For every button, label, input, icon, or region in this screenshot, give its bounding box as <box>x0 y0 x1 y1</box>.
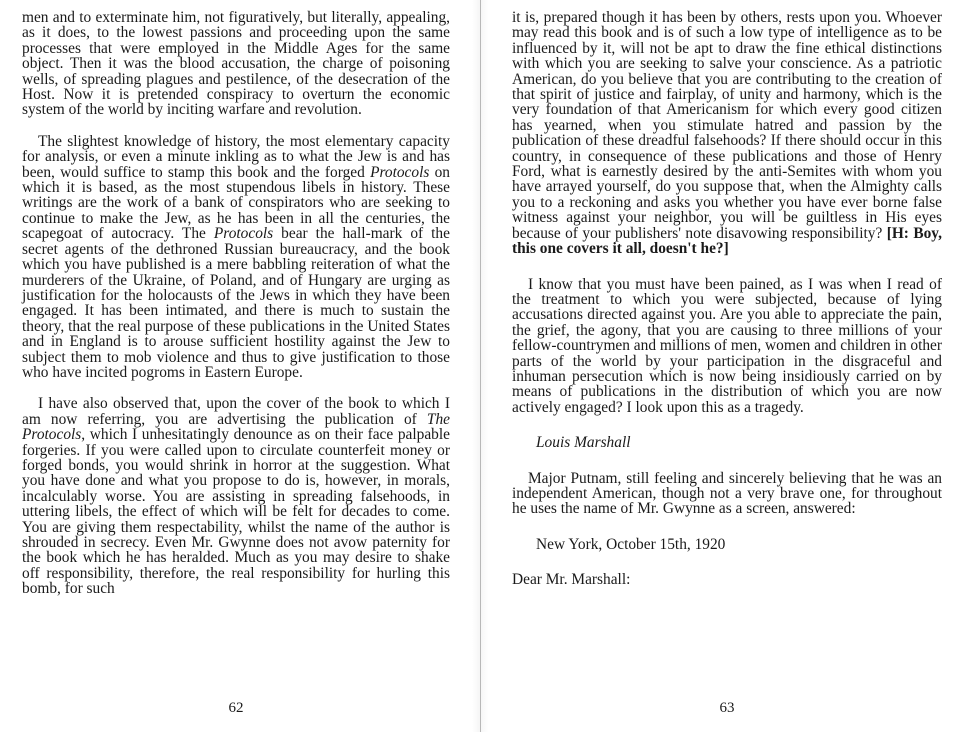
page-number-left: 62 <box>228 700 244 716</box>
italic-title: Protocols <box>370 163 430 181</box>
text-run: bear the hall-mark of the secret agents of the dethroned Russian bureaucracy, and the book which you have published is a mere babbling reiteration of what the murderers of the Ukraine, of Poland, and of Hungary are urging as justification for the holocausts of the Jews in which they have been engaged. It has been intimated, and there is much to sustain the theory, that the real purpose of these publications in the United States and in England is to arouse sufficient hostility against the Jew to subject them to mob violence and thus to give justification to those who have incited pogroms in Eastern Europe. <box>22 225 450 381</box>
text-run: The slightest knowledge of history, the most elementary capacity for analysis, or even a minute inkling as to what the Jew is and has been, would suffice to stamp this book and the forged <box>22 132 450 181</box>
text-run: I have also observed that, upon the cover of the book to which I am now referring, you are advertising the publication of <box>22 395 450 428</box>
left-paragraph-1: men and to exterminate him, not figuratively, but literally, appealing, as it does, to the lowest passions and proceeding upon the same processes that were employed in the Middle Ages for the same object. Then it was the blood accusation, the charge of poisoning wells, of spreading plagues and pestilence, of the desecration of the Host. Now it is pretended conspiracy to overturn the economic system of the world by inciting warfare and revolution. <box>22 9 450 119</box>
editor-note: [H: Boy, this one covers it all, doesn't he?] <box>512 224 942 258</box>
signature: Louis Marshall <box>536 434 631 452</box>
italic-title: The Protocols <box>22 410 450 444</box>
text-run: on which it is based, as the most stupendous libels in history. These writings are the work of a bank of conspirators who are seeking to continue to make the Jew, as he has been in all the centuries, the scapegoat of autocracy. The <box>22 163 450 243</box>
page-gutter <box>480 0 481 732</box>
right-paragraph-3: Major Putnam, still feeling and sincerely believing that he was an independent American, though not a very brave one, for throughout he uses the name of Mr. Gwynne as a screen, answered: <box>512 469 942 518</box>
salutation: Dear Mr. Marshall: <box>512 571 631 589</box>
right-page <box>512 10 942 720</box>
text-run: , which I unhesitatingly denounce as on their face palpable forgeries. If you were called upon to circulate counterfeit money or forged bonds, you would shrink in horror at the suggestion. What you have done and what you propose to do is, however, in morals, incalculably worse. You are assisting in spreading falsehoods, in uttering libels, the effect of which will be felt for decades to come. You are giving them respectability, whilst the name of the author is shrouded in secrecy. Even Mr. Gwynne does not avow paternity for the book which he has heralded. Much as you may desire to shake off responsibility, therefore, the real responsibility for hurling this bomb, for such <box>22 426 450 598</box>
left-page <box>22 10 450 720</box>
page-number-right: 63 <box>719 700 735 716</box>
left-paragraph-2 <box>22 134 450 381</box>
right-paragraph-2: I know that you must have been pained, as I was when I read of the treatment to which you were subjected, because of lying accusations directed against you. Are you able to appreciate the pain, the grief, the agony, that you are causing to three millions of your fellow-countrymen and millions of men, women and children in other parts of the world by your participation in the disgraceful and inhuman persecution which is now being insidiously carried on by means of publications in the distribution of which you are now actively engaged? I look upon this as a tragedy. <box>512 275 942 416</box>
left-paragraph-3 <box>22 396 450 596</box>
dateline: New York, October 15th, 1920 <box>536 535 726 553</box>
right-paragraph-1 <box>512 10 942 257</box>
italic-title: Protocols <box>213 225 274 243</box>
text-run: it is, prepared though it has been by others, rests upon you. Whoever may read this book and is of such a low type of intelligence as to be influenced by it, will not be apt to draw the fine ethical distinctions with which you are seeking to salve your conscience. As a patriotic American, do you believe that you are contributing to the creation of that spirit of justice and fairplay, of unity and harmony, which is the very foundation of that Americanism for which every good citizen has yearned, when you stimulate hatred and passion by the publication of these dreadful falsehoods? If there should occur in this country, in consequence of these publications and those of Henry Ford, what is earnestly desired by the anti-Semites with whom you have arrayed yourself, do you suppose that, when the Almighty calls you to a reckoning and asks you whether you have ever borne false witness against your neighbor, you will be guiltless in His eyes because of your publishers' note disavowing responsibility? <box>512 9 942 242</box>
